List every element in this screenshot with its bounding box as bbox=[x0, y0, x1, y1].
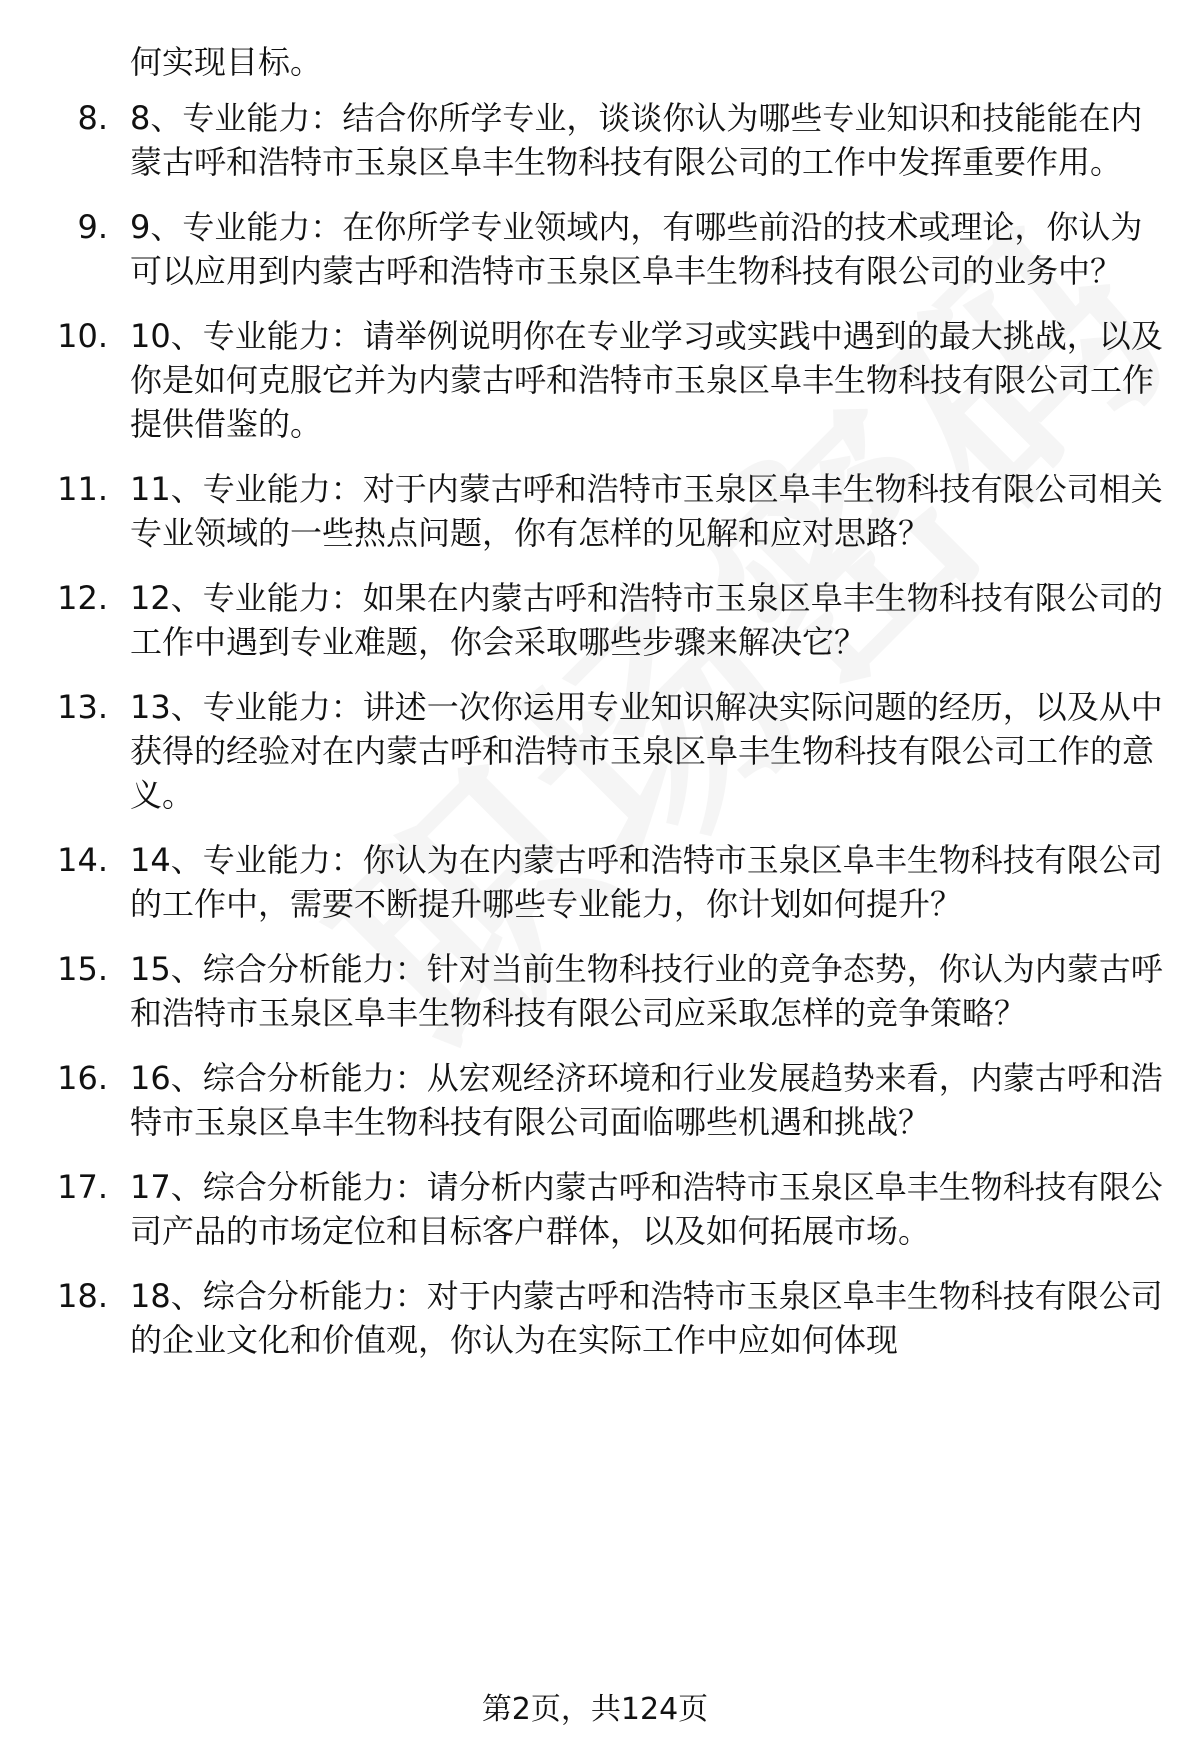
list-item-text: 17、综合分析能力：请分析内蒙古呼和浩特市玉泉区阜丰生物科技有限公司产品的市场定位和目标客户群体，以及如何拓展市场。 bbox=[130, 1168, 1163, 1250]
list-item bbox=[0, 467, 1190, 555]
list-item-number: 14. bbox=[57, 841, 108, 879]
list-item-number: 16. bbox=[57, 1059, 108, 1097]
list-item-number: 9. bbox=[77, 208, 108, 246]
list-item-text: 10、专业能力：请举例说明你在专业学习或实践中遇到的最大挑战，以及你是如何克服它并为内蒙古呼和浩特市玉泉区阜丰生物科技有限公司工作提供借鉴的。 bbox=[130, 317, 1163, 443]
page-footer: 第2页，共124页 bbox=[481, 1692, 709, 1727]
list-item-number: 13. bbox=[57, 688, 108, 726]
question-list bbox=[0, 96, 1190, 1362]
list-item bbox=[0, 96, 1190, 184]
list-item bbox=[0, 838, 1190, 926]
list-item-text: 15、综合分析能力：针对当前生物科技行业的竞争态势，你认为内蒙古呼和浩特市玉泉区阜丰生物科技有限公司应采取怎样的竞争策略？ bbox=[130, 950, 1163, 1032]
list-item-number: 8. bbox=[77, 99, 108, 137]
list-item-number: 12. bbox=[57, 579, 108, 617]
list-item-text: 8、专业能力：结合你所学专业，谈谈你认为哪些专业知识和技能能在内蒙古呼和浩特市玉泉区阜丰生物科技有限公司的工作中发挥重要作用。 bbox=[130, 99, 1143, 181]
list-item bbox=[0, 685, 1190, 817]
list-item-text: 14、专业能力：你认为在内蒙古呼和浩特市玉泉区阜丰生物科技有限公司的工作中，需要不断提升哪些专业能力，你计划如何提升？ bbox=[130, 841, 1163, 923]
document-body bbox=[0, 40, 1190, 1383]
list-item-text: 16、综合分析能力：从宏观经济环境和行业发展趋势来看，内蒙古呼和浩特市玉泉区阜丰生物科技有限公司面临哪些机遇和挑战？ bbox=[130, 1059, 1163, 1141]
list-item-text: 13、专业能力：讲述一次你运用专业知识解决实际问题的经历，以及从中获得的经验对在内蒙古呼和浩特市玉泉区阜丰生物科技有限公司工作的意义。 bbox=[130, 688, 1163, 814]
list-item bbox=[0, 1165, 1190, 1253]
list-item-text: 12、专业能力：如果在内蒙古呼和浩特市玉泉区阜丰生物科技有限公司的工作中遇到专业难题，你会采取哪些步骤来解决它？ bbox=[130, 579, 1163, 661]
list-item-text: 11、专业能力：对于内蒙古呼和浩特市玉泉区阜丰生物科技有限公司相关专业领域的一些热点问题，你有怎样的见解和应对思路？ bbox=[130, 470, 1163, 552]
list-item-number: 11. bbox=[57, 470, 108, 508]
list-item bbox=[0, 576, 1190, 664]
list-item-number: 17. bbox=[57, 1168, 108, 1206]
list-item bbox=[0, 1056, 1190, 1144]
list-item bbox=[0, 1274, 1190, 1362]
list-item-number: 15. bbox=[57, 950, 108, 988]
list-item bbox=[0, 947, 1190, 1035]
continuation-text: 何实现目标。 bbox=[130, 43, 323, 81]
list-item-text: 9、专业能力：在你所学专业领域内，有哪些前沿的技术或理论，你认为可以应用到内蒙古呼和浩特市玉泉区阜丰生物科技有限公司的业务中？ bbox=[130, 208, 1143, 290]
list-item-text: 18、综合分析能力：对于内蒙古呼和浩特市玉泉区阜丰生物科技有限公司的企业文化和价值观，你认为在实际工作中应如何体现 bbox=[130, 1277, 1163, 1359]
list-item bbox=[0, 205, 1190, 293]
list-item-number: 18. bbox=[57, 1277, 108, 1315]
list-item-number: 10. bbox=[57, 317, 108, 355]
list-item bbox=[0, 314, 1190, 446]
